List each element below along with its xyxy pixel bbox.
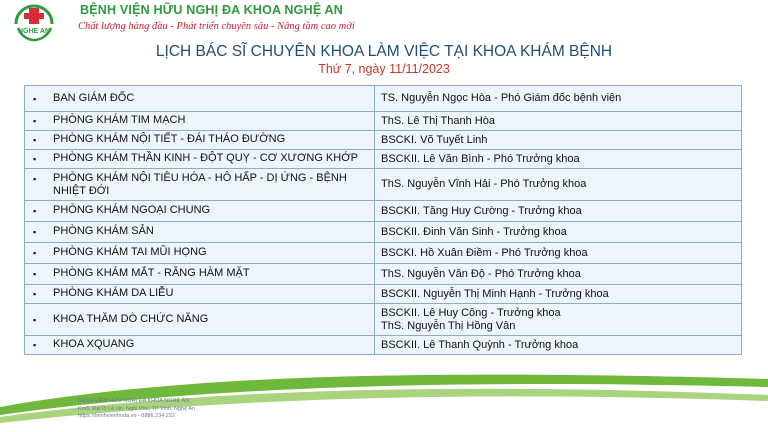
doctor-cell <box>375 264 742 285</box>
hospital-slogan: Chất lượng hàng đầu - Phát triển chuyên sâu - Nâng tầm cao mới <box>78 21 355 32</box>
hospital-logo <box>12 4 56 42</box>
doctor-name: TS. Nguyễn Ngọc Hòa - Phó Giám đốc bệnh viện <box>381 92 622 104</box>
page-title: LỊCH BÁC SĨ CHUYÊN KHOA LÀM VIỆC TẠI KHOA KHÁM BỆNH <box>155 43 613 60</box>
doctor-cell <box>375 150 742 169</box>
doctor-name: BSCKII. Đinh Văn Sinh - Trưởng khoa <box>381 225 567 238</box>
bullet-icon: ▪ <box>33 116 37 126</box>
doctor-cell <box>375 201 742 222</box>
table-row <box>25 150 742 169</box>
bullet-icon: ▪ <box>33 206 37 216</box>
table-row <box>25 285 742 304</box>
bullet-icon: ▪ <box>33 314 37 325</box>
doctor-name: ThS. Nguyễn Vĩnh Hải - Phó Trưởng khoa <box>381 178 587 190</box>
doctor-cell <box>375 86 742 112</box>
doctor-name: BSCKI. Hồ Xuân Điềm - Phó Trưởng khoa <box>381 246 588 259</box>
bullet-icon: ▪ <box>33 227 37 237</box>
department-cell <box>25 222 375 243</box>
doctor-name: ThS. Nguyễn Thị Hồng Vân <box>381 319 516 332</box>
department-name: PHÒNG KHÁM NỘI TIẾT - ĐÁI THÁO ĐƯỜNG <box>53 133 286 145</box>
footer-address: Km5, Đại lộ Lê nin, Nghi Phú, TP Vinh, Nghệ An <box>78 405 196 412</box>
doctor-cell <box>375 243 742 264</box>
doctor-name: ThS. Lê Thị Thanh Hòa <box>381 114 495 127</box>
table-row <box>25 304 742 336</box>
table-row <box>25 243 742 264</box>
doctor-cell <box>375 336 742 355</box>
department-cell <box>25 201 375 222</box>
department-name: PHÒNG KHÁM NGOẠI CHUNG <box>53 204 211 216</box>
table-row <box>25 112 742 131</box>
hospital-name: BỆNH VIỆN HỮU NGHỊ ĐA KHOA NGHỆ AN <box>80 3 344 17</box>
schedule-table <box>24 85 742 355</box>
doctor-name: BSCKII. Lê Huy Công - Trưởng khoa <box>381 306 561 319</box>
department-name: PHÒNG KHÁM SẢN <box>53 225 154 237</box>
doctor-name: BSCKII. Lê Văn Bình - Phó Trưởng khoa <box>381 152 580 165</box>
table-row <box>25 169 742 201</box>
bullet-icon: ▪ <box>33 340 37 350</box>
table-row <box>25 131 742 150</box>
bullet-icon: ▪ <box>33 289 37 299</box>
department-cell <box>25 243 375 264</box>
table-row <box>25 264 742 285</box>
department-cell <box>25 150 375 169</box>
page-header <box>0 0 768 44</box>
department-name: BAN GIÁM ĐỐC <box>53 91 135 104</box>
department-name: PHÒNG KHÁM NỘI TIÊU HÓA - HÔ HẤP - DỊ ỨNG - BỆNH NHIỆT ĐỚI <box>53 171 347 197</box>
doctor-name: BSCKII. Nguyễn Thị Minh Hạnh - Trưởng khoa <box>381 287 609 300</box>
bullet-icon: ▪ <box>33 269 37 279</box>
doctor-cell <box>375 112 742 131</box>
logo-text: NGHE AN <box>17 28 51 35</box>
footer-hospital-name: BỆNH VIỆN HỮU NGHỊ ĐA KHOA NGHỆ AN <box>78 398 190 404</box>
bullet-icon: ▪ <box>33 93 37 104</box>
bullet-icon: ▪ <box>33 173 37 184</box>
table-row <box>25 86 742 112</box>
department-name: KHOA THĂM DÒ CHỨC NĂNG <box>53 312 209 325</box>
bullet-icon: ▪ <box>33 135 37 145</box>
department-name: PHÒNG KHÁM MẮT - RĂNG HÀM MẶT <box>53 267 250 279</box>
doctor-name: ThS. Nguyễn Văn Độ - Phó Trưởng khoa <box>381 267 581 280</box>
department-cell <box>25 169 375 201</box>
department-cell <box>25 112 375 131</box>
department-name: PHÒNG KHÁM DA LIỄU <box>53 287 174 299</box>
department-name: PHÒNG KHÁM TIM MẠCH <box>53 114 186 126</box>
bullet-icon: ▪ <box>33 154 37 164</box>
footer-info <box>78 398 195 421</box>
department-cell <box>25 285 375 304</box>
bullet-icon: ▪ <box>33 248 37 258</box>
doctor-cell <box>375 222 742 243</box>
doctor-cell <box>375 285 742 304</box>
department-name: PHÒNG KHÁM THẦN KINH - ĐỘT QUỴ - CƠ XƯƠNG KHỚP <box>53 152 358 164</box>
table-row <box>25 222 742 243</box>
department-cell <box>25 264 375 285</box>
doctor-name: BSCKII. Lê Thanh Quỳnh - Trưởng khoa <box>381 338 579 351</box>
doctor-cell <box>375 131 742 150</box>
department-cell <box>25 336 375 355</box>
doctor-name: BSCKII. Tăng Huy Cường - Trưởng khoa <box>381 204 582 217</box>
schedule-date: Thứ 7, ngày 11/11/2023 <box>318 62 450 76</box>
department-cell <box>25 86 375 112</box>
department-cell <box>25 304 375 336</box>
footer-contact: https://benhvienhnda.vn - 0886.234.222 <box>78 413 175 419</box>
department-name: PHÒNG KHÁM TAI MŨI HỌNG <box>53 246 207 258</box>
department-name: KHOA XQUANG <box>53 338 135 350</box>
doctor-name: BSCKI. Võ Tuyết Linh <box>381 133 488 146</box>
table-row <box>25 201 742 222</box>
department-cell <box>25 131 375 150</box>
doctor-cell <box>375 169 742 201</box>
table-row <box>25 336 742 355</box>
doctor-cell <box>375 304 742 336</box>
